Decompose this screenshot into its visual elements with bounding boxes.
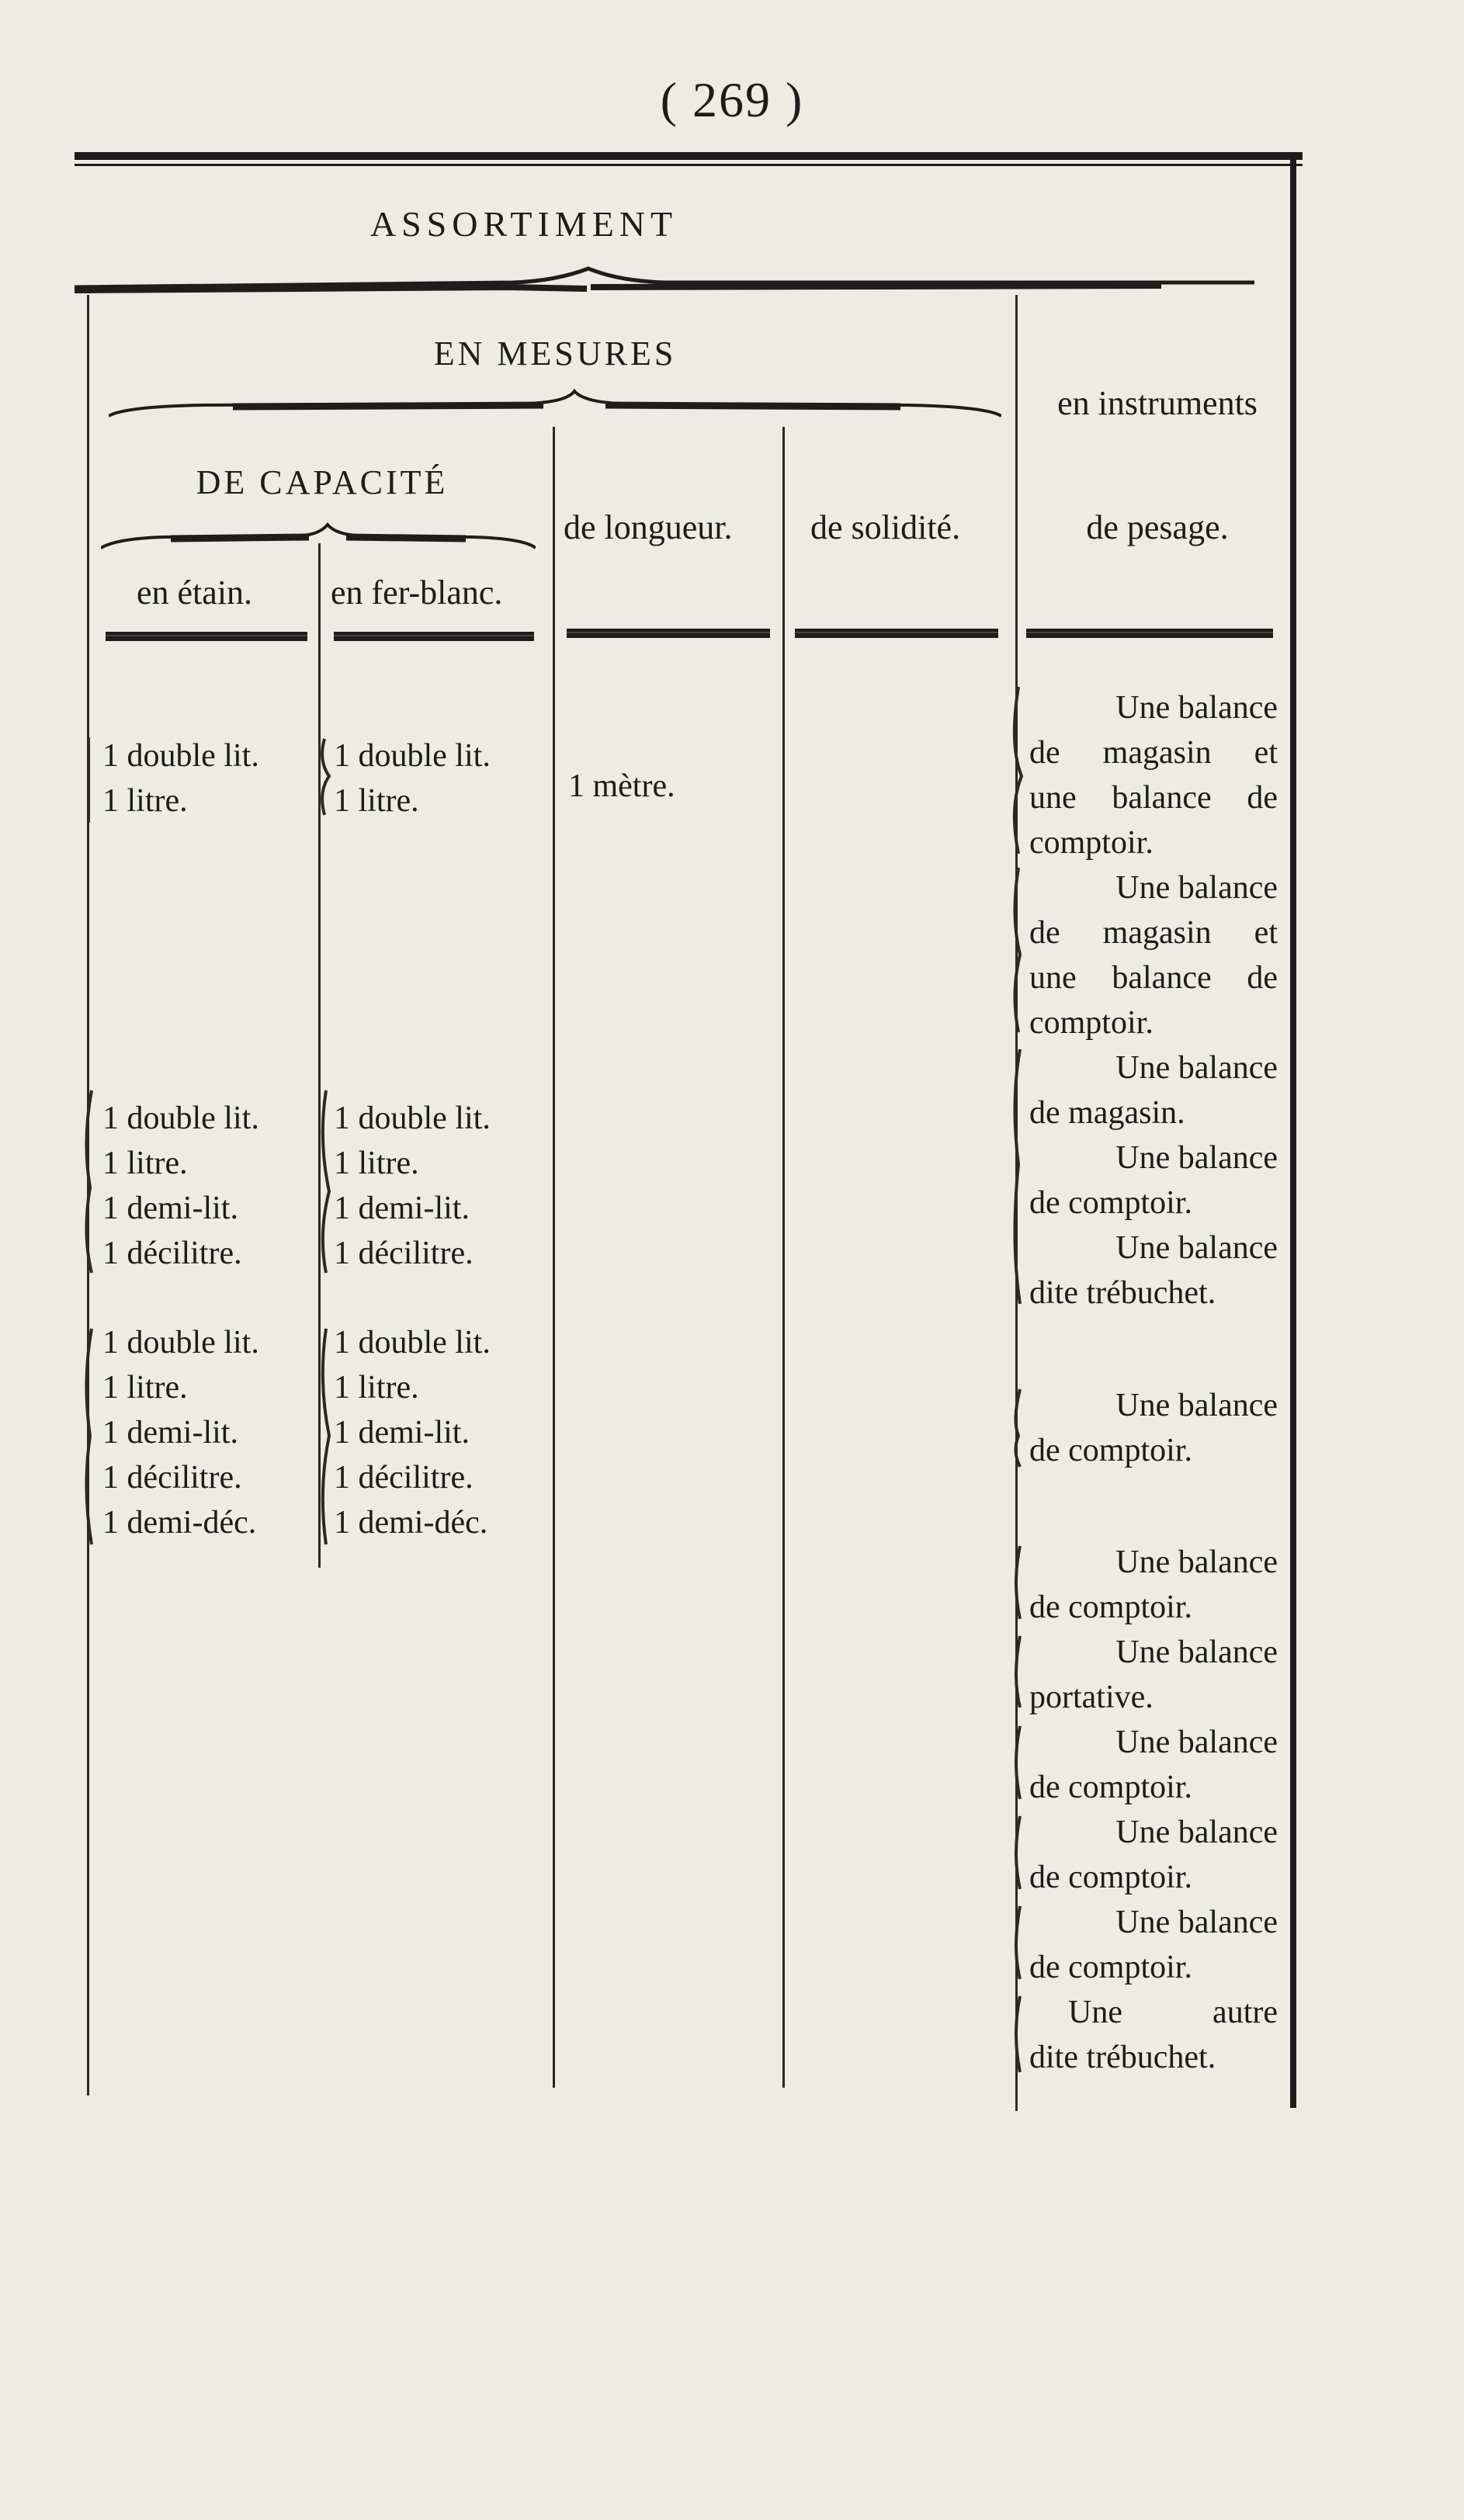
pesage-line: de comptoir. xyxy=(1029,1589,1192,1625)
list-item: 1 demi-déc. xyxy=(334,1505,488,1541)
list-item: 1 litre. xyxy=(102,1370,188,1406)
list-item: 1 décilitre. xyxy=(102,1236,242,1271)
header-longueur: de longueur. xyxy=(564,508,733,546)
pesage-line: de comptoir. xyxy=(1029,1860,1192,1895)
list-item: 1 double lit. xyxy=(334,738,491,774)
list-item: 1 double lit. xyxy=(102,738,259,774)
list-item: 1 litre. xyxy=(334,783,419,819)
header-solidite: de solidité. xyxy=(810,508,961,546)
pesage-line: de magasin. xyxy=(1029,1095,1185,1131)
list-item: 1 double lit. xyxy=(102,1325,259,1361)
header-etain: en étain. xyxy=(137,574,253,612)
header-instruments: en instruments xyxy=(1057,384,1258,422)
list-item: 1 demi-déc. xyxy=(102,1505,257,1541)
list-item: 1 décilitre. xyxy=(334,1236,474,1271)
list-item: 1 décilitre. xyxy=(334,1460,474,1496)
pesage-line: Une balance xyxy=(1115,1388,1278,1423)
pesage-line: Une balance xyxy=(1115,1724,1278,1760)
pesage-line: de comptoir. xyxy=(1029,1950,1192,1985)
pesage-line: Une balance xyxy=(1115,1230,1278,1266)
pesage-line: portative. xyxy=(1029,1679,1154,1715)
list-item: 1 double lit. xyxy=(334,1101,491,1136)
pesage-line: Une balance xyxy=(1115,690,1278,726)
pesage-line: comptoir. xyxy=(1029,825,1154,861)
list-item: 1 double lit. xyxy=(102,1101,259,1136)
pesage-line: de comptoir. xyxy=(1029,1185,1192,1221)
pesage-line: une balance de xyxy=(1029,960,1278,996)
pesage-line: de comptoir. xyxy=(1029,1770,1192,1805)
list-item: 1 décilitre. xyxy=(102,1460,242,1496)
list-item: 1 demi-lit. xyxy=(334,1191,470,1226)
table-title: ASSORTIMENT xyxy=(369,204,678,244)
pesage-line: Une autre xyxy=(1068,1995,1278,2030)
list-item: 1 demi-lit. xyxy=(102,1415,238,1451)
pesage-line: dite trébuchet. xyxy=(1029,2040,1216,2075)
header-mesures: EN MESURES xyxy=(433,334,677,373)
pesage-line: Une balance xyxy=(1115,1544,1278,1580)
header-pesage: de pesage. xyxy=(1086,508,1229,546)
pesage-line: Une balance xyxy=(1115,1634,1278,1670)
list-item: 1 litre. xyxy=(334,1370,419,1406)
pesage-line: une balance de xyxy=(1029,780,1278,816)
list-item: 1 litre. xyxy=(102,1146,188,1181)
header-capacite: DE CAPACITÉ xyxy=(196,463,449,501)
pesage-line: de comptoir. xyxy=(1029,1433,1192,1468)
pesage-line: de magasin et xyxy=(1029,915,1278,951)
pesage-line: comptoir. xyxy=(1029,1005,1154,1041)
list-item: 1 mètre. xyxy=(568,768,675,804)
header-ferblanc: en fer-blanc. xyxy=(331,574,503,612)
pesage-line: Une balance xyxy=(1115,1140,1278,1176)
pesage-line: dite trébuchet. xyxy=(1029,1275,1216,1311)
pesage-line: de magasin et xyxy=(1029,735,1278,771)
page-number: ( 269 ) xyxy=(660,72,804,127)
list-item: 1 double lit. xyxy=(334,1325,491,1361)
list-item: 1 litre. xyxy=(334,1146,419,1181)
list-item: 1 demi-lit. xyxy=(102,1191,238,1226)
pesage-line: Une balance xyxy=(1115,1905,1278,1940)
list-item: 1 litre. xyxy=(102,783,188,819)
list-item: 1 demi-lit. xyxy=(334,1415,470,1451)
pesage-line: Une balance xyxy=(1115,870,1278,906)
pesage-line: Une balance xyxy=(1115,1050,1278,1086)
pesage-line: Une balance xyxy=(1115,1815,1278,1850)
